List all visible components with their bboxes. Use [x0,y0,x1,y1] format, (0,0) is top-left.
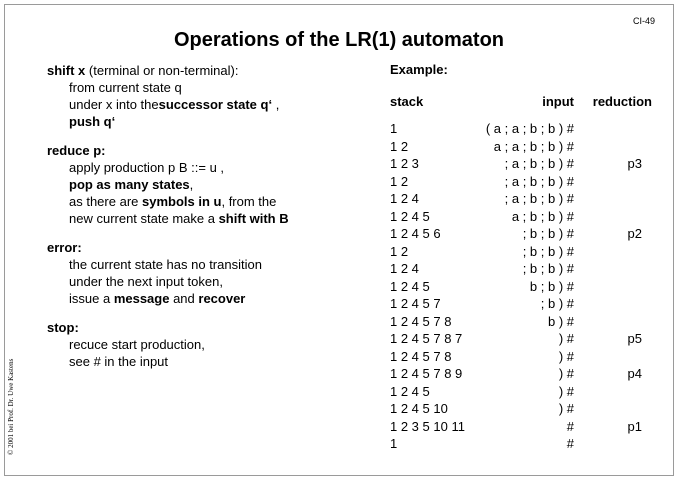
input-cell: ) # [558,331,574,346]
input-cell: ; b ) # [540,296,574,311]
column-header-reduction: reduction [592,94,652,109]
input-cell: ; b ; b ) # [522,261,574,276]
column-header-input: input [542,94,574,109]
reduction-cell: p1 [627,418,642,434]
input-cell: a ; a ; b ; b ) # [493,138,574,154]
table-row [390,365,660,383]
error-section [47,239,377,307]
stack-cell: 1 2 4 5 7 8 [390,348,452,364]
table-row [390,330,660,348]
input-cell: ; b ; b ) # [522,226,574,241]
input-cell: b ; b ) # [529,278,574,294]
input-cell: a ; b ; b ) # [511,208,574,224]
operations-list [47,62,377,382]
table-row [390,138,660,156]
reduce-line-2: pop as many states, [69,177,194,192]
stack-cell: 1 2 4 5 7 8 9 [390,366,463,381]
reduce-heading: reduce p: [47,143,106,158]
input-cell: ; a ; b ; b ) # [504,156,574,171]
input-cell: ( a ; a ; b ; b ) # [485,121,574,136]
stack-cell: 1 [390,121,398,136]
copyright-note: © 2001 bei Prof. Dr. Uwe Kastens [7,358,15,455]
table-row [390,418,660,436]
shift-section [47,62,377,130]
stack-cell: 1 2 4 5 7 8 [390,313,452,329]
stop-line-1: recuce start production, [69,337,205,352]
table-row [390,120,660,138]
input-cell: ) # [558,383,574,399]
slide-id: CI-49 [632,16,655,26]
stack-cell: 1 [390,436,398,451]
stack-cell: 1 2 3 [390,156,419,171]
table-row [390,313,660,331]
reduce-line-3: as there are symbols in u, from the [69,194,277,209]
stack-cell: 1 2 3 5 10 11 [390,418,465,434]
stack-cell: 1 2 [390,243,409,259]
error-line-3: issue a message and recover [69,291,246,306]
input-cell: ) # [558,348,574,364]
reduce-section [47,142,377,227]
shift-line-3: push q‘ [69,114,116,129]
reduce-line-4: new current state make a shift with B [69,211,289,226]
column-header-stack: stack [390,94,424,109]
table-row [390,348,660,366]
table-row [390,243,660,261]
stop-line-2: see # in the input [69,354,169,369]
input-cell: ; a ; b ; b ) # [504,173,574,189]
stack-cell: 1 2 4 5 7 8 7 [390,331,463,346]
table-row [390,295,660,313]
stop-section [47,319,377,370]
stack-cell: 1 2 4 5 [390,383,430,399]
input-cell: ; a ; b ; b ) # [504,191,574,206]
table-row [390,383,660,401]
stack-cell: 1 2 4 5 6 [390,226,441,241]
reduction-cell: p3 [627,156,642,171]
stop-heading: stop: [47,320,79,335]
stack-cell: 1 2 4 5 [390,278,430,294]
input-cell: # [566,436,574,451]
table-row [390,225,660,243]
error-line-1: the current state has no transition [69,257,262,272]
input-cell: ) # [558,366,574,381]
example-label: Example: [390,62,448,77]
trace-table [390,120,660,453]
error-heading: error: [47,240,82,255]
slide [4,4,674,476]
table-row [390,155,660,173]
input-cell: ) # [558,401,574,416]
table-row [390,260,660,278]
input-cell: # [566,418,574,434]
slide-title: Operations of the LR(1) automaton [174,29,504,51]
table-row [390,190,660,208]
stack-cell: 1 2 4 [390,261,419,276]
table-row [390,278,660,296]
shift-heading: shift x (terminal or non-terminal): [47,63,239,78]
reduction-cell: p4 [627,366,642,381]
reduction-cell: p2 [627,226,642,241]
table-row [390,435,660,453]
reduce-line-1: apply production p B ::= u , [69,160,225,175]
error-line-2: under the next input token, [69,274,223,289]
stack-cell: 1 2 [390,173,409,189]
table-row [390,208,660,226]
shift-line-1: from current state q [69,80,182,95]
stack-cell: 1 2 4 5 7 [390,296,441,311]
reduction-cell: p5 [627,331,642,346]
stack-cell: 1 2 [390,138,409,154]
table-row [390,400,660,418]
input-cell: b ) # [547,313,574,329]
stack-cell: 1 2 4 [390,191,419,206]
stack-cell: 1 2 4 5 10 [390,401,448,416]
input-cell: ; b ; b ) # [522,243,574,259]
table-row [390,173,660,191]
stack-cell: 1 2 4 5 [390,208,430,224]
shift-line-2: under x into thesuccessor state q‘ , [69,97,280,112]
